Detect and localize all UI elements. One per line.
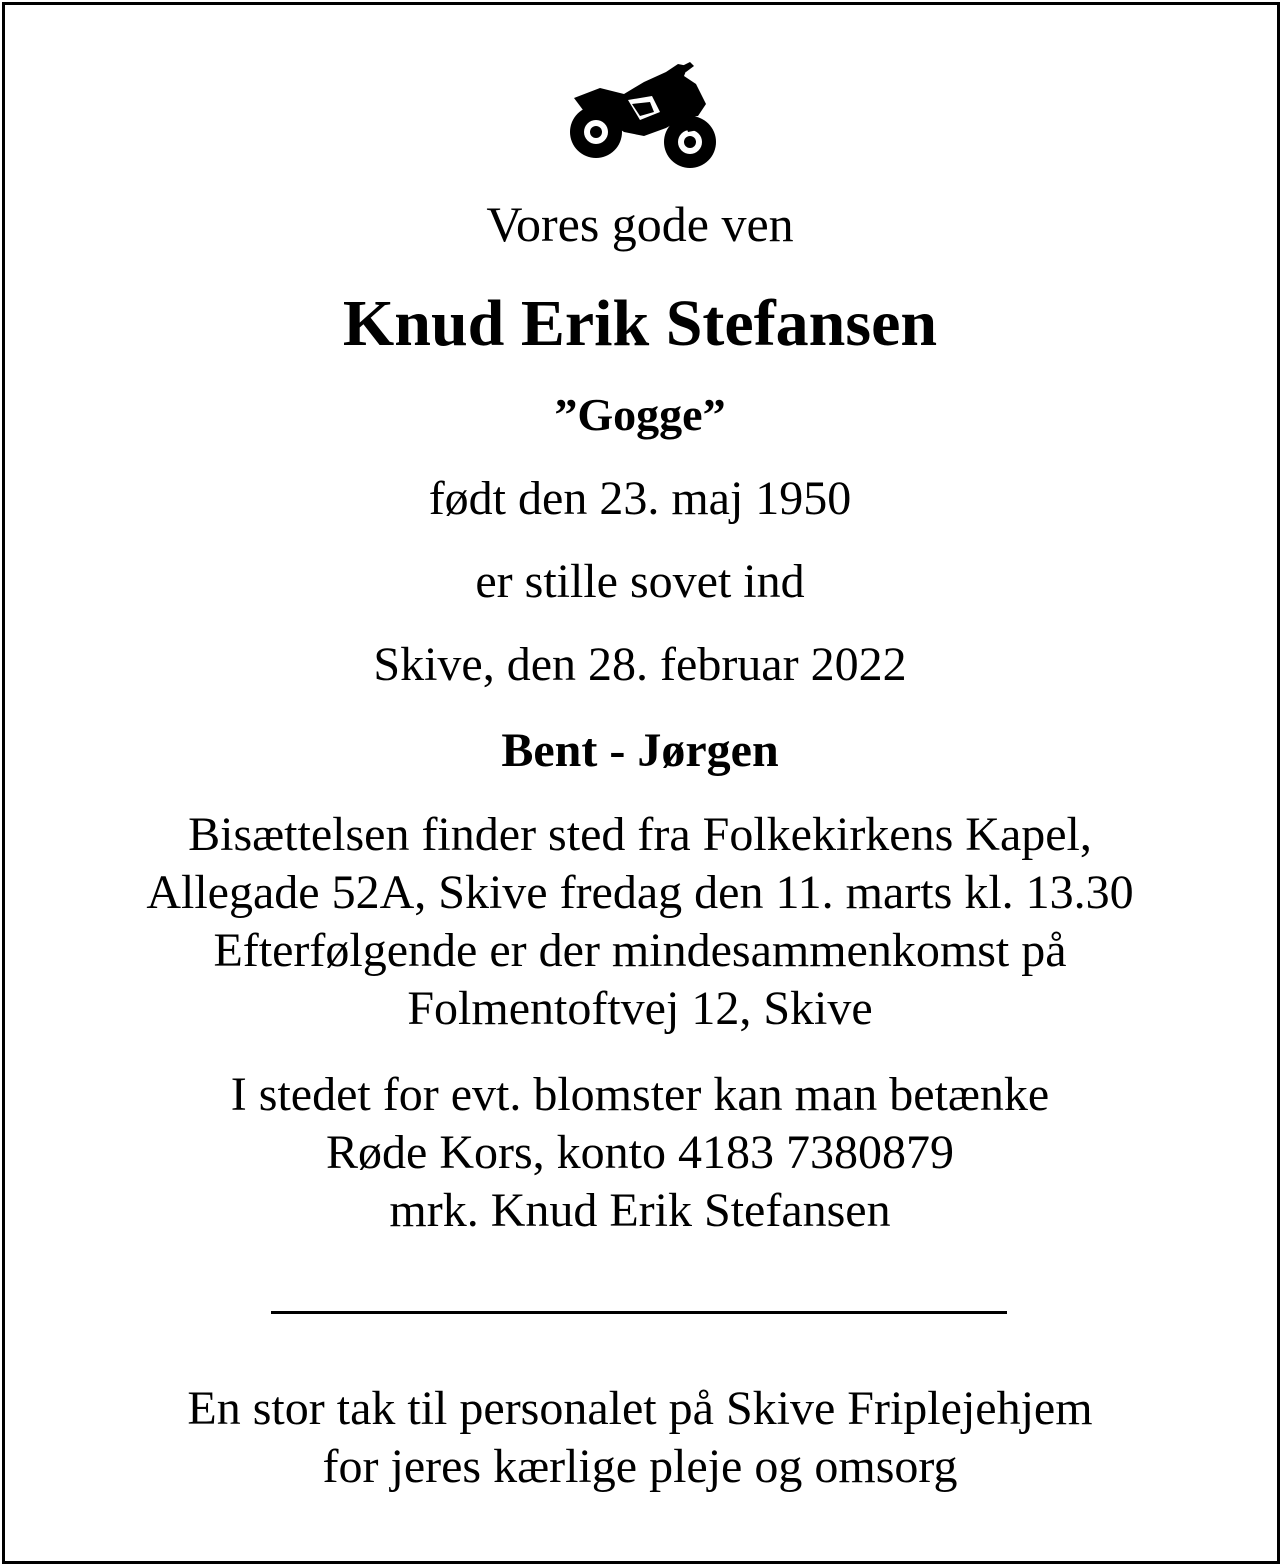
deceased-name: Knud Erik Stefansen <box>342 287 938 360</box>
funeral-line: Efterfølgende er der mindesammenkomst på <box>213 924 1067 977</box>
signers: Bent - Jørgen <box>501 724 779 777</box>
thanks-line: for jeres kærlige pleje og omsorg <box>322 1440 958 1493</box>
donation-info <box>0 1066 1280 1240</box>
funeral-line: Allegade 52A, Skive fredag den 11. marts kl. 13.30 <box>146 866 1134 919</box>
birth-date: født den 23. maj 1950 <box>428 472 852 525</box>
place-and-date: Skive, den 28. februar 2022 <box>373 638 907 691</box>
funeral-line: Bisættelsen finder sted fra Folkekirkens Kapel, <box>188 808 1092 861</box>
intro-text: Vores gode ven <box>486 196 794 252</box>
divider-line <box>271 1311 1007 1314</box>
motorcycle-icon <box>566 60 720 172</box>
funeral-line: Folmentoftvej 12, Skive <box>407 982 873 1035</box>
passed-text: er stille sovet ind <box>475 555 805 608</box>
donation-line: I stedet for evt. blomster kan man betænke <box>230 1068 1050 1121</box>
thanks-message <box>0 1380 1280 1496</box>
funeral-info <box>0 806 1280 1038</box>
donation-line: mrk. Knud Erik Stefansen <box>389 1184 891 1237</box>
nickname: ”Gogge” <box>554 389 726 440</box>
donation-line: Røde Kors, konto 4183 7380879 <box>326 1126 954 1179</box>
thanks-line: En stor tak til personalet på Skive Friplejehjem <box>187 1382 1093 1435</box>
